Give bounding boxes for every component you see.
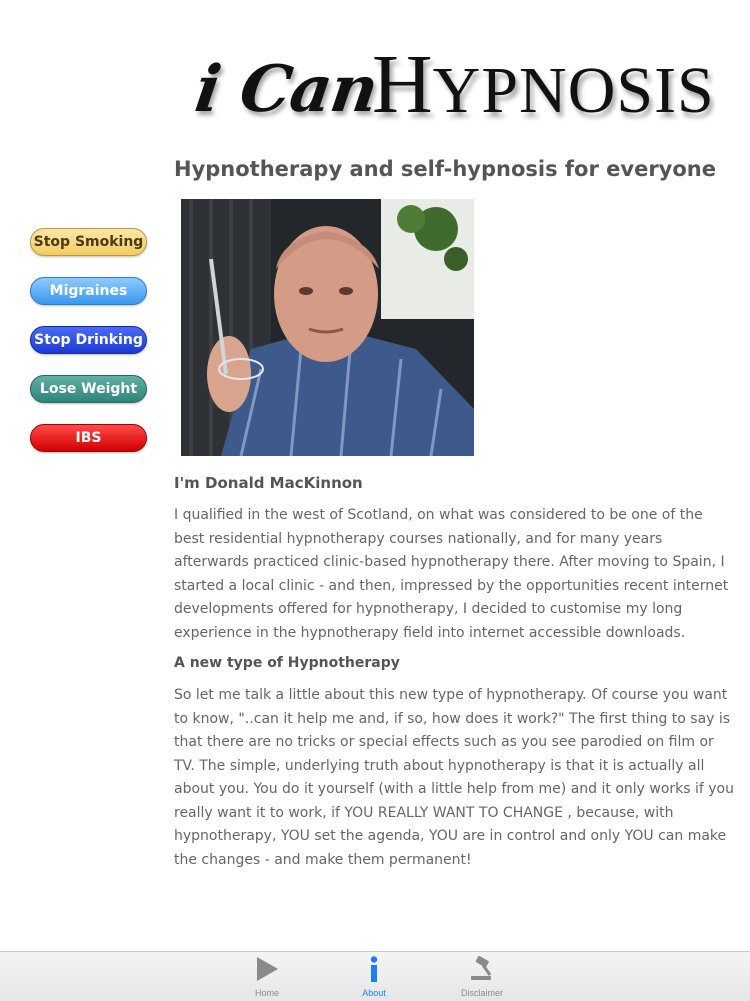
stop-drinking-button[interactable]: Stop Drinking xyxy=(30,326,147,354)
intro-paragraph: I qualified in the west of Scotland, on what was considered to be one of the best residential hypnotherapy courses nationally, and for many years afterwards practiced clinic-based hypnotherapy there. After moving to Spain, I started a local clinic - and then, impressed by the opportunities recent internet developments offered for hypnotherapy, I decided to customise my long experience in the hypnotherapy field into internet accessible downloads. xyxy=(174,507,729,641)
stop-smoking-button[interactable]: Stop Smoking xyxy=(30,228,147,256)
author-photo-illustration xyxy=(181,199,474,456)
logo-caps-first: H xyxy=(372,38,433,131)
tab-about[interactable] xyxy=(339,952,409,1001)
migraines-button[interactable]: Migraines xyxy=(30,277,147,305)
tab-about-label: About xyxy=(362,988,386,998)
logo-caps-text xyxy=(372,36,715,133)
app-logo xyxy=(190,36,726,131)
tab-home-label: Home xyxy=(254,988,279,998)
logo-caps-rest: YPNOSIS xyxy=(432,54,715,127)
tab-disclaimer[interactable] xyxy=(447,952,517,1001)
body-paragraph: So let me talk a little about this new type of hypnotherapy. Of course you want to know, "..can it help me and, if so, how does it work?" The first thing to say is that there are no tricks or special effects such as you see parodied on film or TV. The simple, underlying truth about hypnotherapy is that it is actually all about you. You do it yourself (with a little help from me) and it only works if you really want it to work, if YOU REALLY WANT TO CHANGE , because, with hypnotherapy, YOU set the agenda, YOU are in control and only YOU can make the changes - and make them permanent! xyxy=(174,687,734,868)
logo-script-text: i Can xyxy=(190,52,382,127)
tab-home[interactable] xyxy=(232,952,302,1001)
play-icon xyxy=(255,956,279,982)
section-subheading: A new type of Hypnotherapy xyxy=(174,655,400,671)
tab-bar xyxy=(0,951,750,1001)
gavel-icon xyxy=(470,956,494,982)
tab-disclaimer-label: Disclaimer xyxy=(460,988,503,998)
author-heading: I'm Donald MacKinnon xyxy=(174,474,363,492)
author-photo xyxy=(181,199,474,456)
ibs-button[interactable]: IBS xyxy=(30,424,147,452)
info-icon xyxy=(362,956,386,982)
lose-weight-button[interactable]: Lose Weight xyxy=(30,375,147,403)
page-subtitle: Hypnotherapy and self-hypnosis for everyone xyxy=(174,157,716,181)
